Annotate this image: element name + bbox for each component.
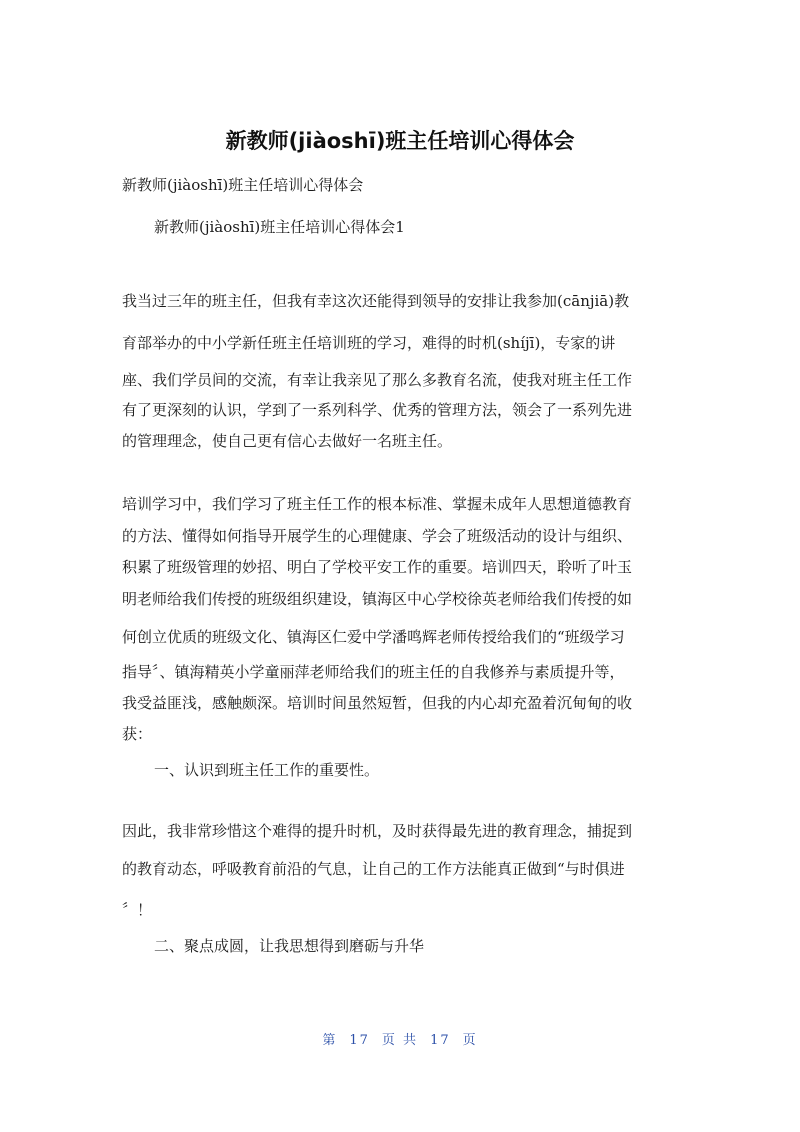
paragraph-line: 何创立优质的班级文化、镇海区仁爱中学潘鸣辉老师传授给我们的“班级学习 — [122, 628, 625, 646]
subtitle: 新教师(jiàoshī)班主任培训心得体会 — [122, 176, 364, 194]
footer-of-label: 页 共 — [381, 1033, 419, 1048]
paragraph-line: 明老师给我们传授的班级组织建设，镇海区中心学校徐英老师给我们传授的如 — [122, 590, 633, 608]
document-title: 新教师(jiàoshī)班主任培训心得体会 — [225, 129, 575, 153]
paragraph-line: 〞！ — [122, 901, 153, 919]
paragraph-line: 有了更深刻的认识，学到了一系列科学、优秀的管理方法，领会了一系列先进 — [122, 401, 633, 419]
paragraph-line: 积累了班级管理的妙招、明白了学校平安工作的重要。培训四天，聆听了叶玉 — [122, 558, 633, 576]
paragraph-line: 因此，我非常珍惜这个难得的提升时机，及时获得最先进的教育理念，捕捉到 — [122, 822, 633, 840]
point-heading-1: 一、认识到班主任工作的重要性。 — [154, 761, 380, 779]
paragraph-line: 我当过三年的班主任，但我有幸这次还能得到领导的安排让我参加(cānjiā)教 — [122, 292, 630, 310]
paragraph-line: 育部举办的中小学新任班主任培训班的学习，难得的时机(shíjī)，专家的讲 — [122, 334, 616, 352]
paragraph-line: 培训学习中，我们学习了班主任工作的根本标准、掌握未成年人思想道德教育 — [122, 495, 633, 513]
paragraph-line: 指导〞、镇海精英小学童丽萍老师给我们的班主任的自我修养与素质提升等， — [122, 663, 625, 681]
page-footer — [0, 1032, 800, 1050]
footer-total-pages: 17 — [430, 1033, 451, 1048]
paragraph-line: 座、我们学员间的交流，有幸让我亲见了那么多教育名流，使我对班主任工作 — [122, 371, 633, 389]
footer-page-label: 第 — [322, 1033, 338, 1048]
section-heading: 新教师(jiàoshī)班主任培训心得体会1 — [154, 218, 405, 236]
paragraph-line: 获： — [122, 725, 153, 743]
paragraph-line: 我受益匪浅，感触颇深。培训时间虽然短暂，但我的内心却充盈着沉甸甸的收 — [122, 694, 633, 712]
footer-end-label: 页 — [462, 1033, 478, 1048]
point-heading-2: 二、聚点成圆，让我思想得到磨砺与升华 — [154, 937, 425, 955]
paragraph-line: 的方法、懂得如何指导开展学生的心理健康、学会了班级活动的设计与组织、 — [122, 527, 633, 545]
paragraph-line: 的教育动态，呼吸教育前沿的气息，让自己的工作方法能真正做到“与时俱进 — [122, 860, 625, 878]
footer-current-page: 17 — [349, 1033, 370, 1048]
paragraph-line: 的管理理念，使自己更有信心去做好一名班主任。 — [122, 432, 453, 450]
